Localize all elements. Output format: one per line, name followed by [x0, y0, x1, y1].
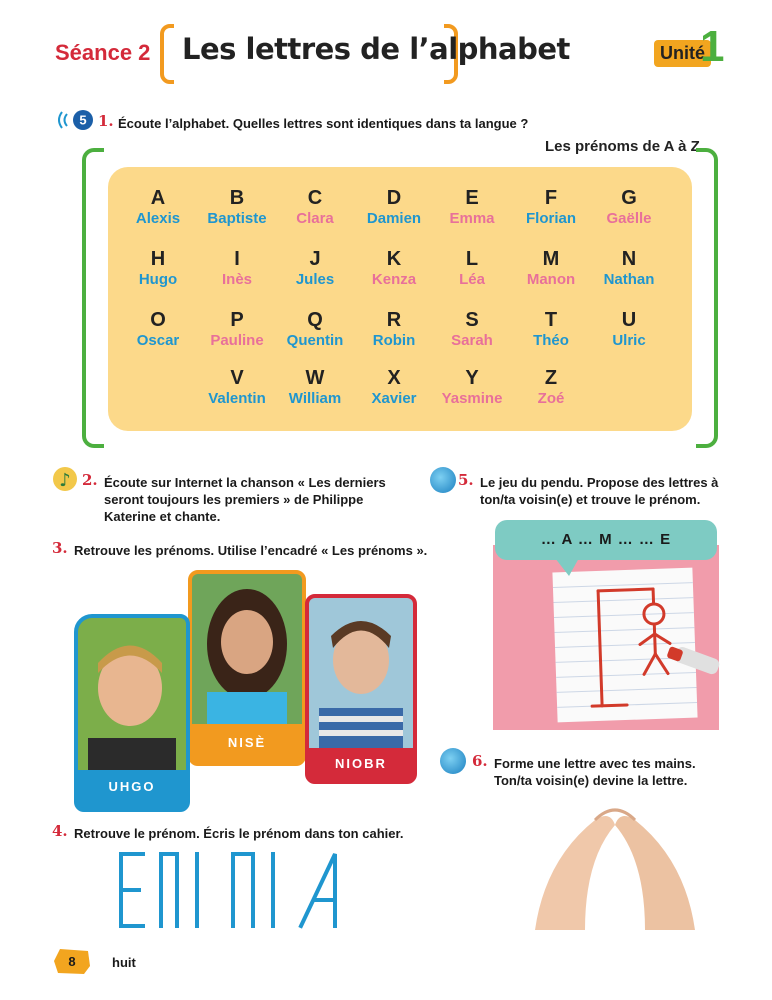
page-number: 8: [68, 954, 76, 969]
alphabet-cell: [113, 248, 203, 290]
alphabet-name: Manon: [526, 271, 576, 288]
exercise-2-instruction: Écoute sur Internet la chanson « Les derniers seront toujours les premiers » de Philippe Katerine et chante.: [104, 475, 386, 524]
alphabet-name: Ulric: [612, 332, 646, 349]
alphabet-name: Hugo: [138, 271, 178, 288]
alphabet-cell: [192, 367, 282, 409]
alphabet-name: Clara: [296, 210, 334, 227]
alphabet-letter: X: [387, 367, 401, 389]
alphabet-cell: [349, 248, 439, 290]
alphabet-letter: J: [309, 248, 321, 270]
prenoms-box-title: Les prénoms de A à Z: [545, 138, 700, 155]
boy-photo-1: [78, 618, 186, 773]
green-bracket-right: [696, 148, 718, 448]
alphabet-name: Inès: [221, 271, 252, 288]
hands-letter-image: [515, 800, 715, 930]
label-uhgo: UHGO: [74, 770, 190, 804]
page-word: huit: [112, 955, 136, 970]
alphabet-letter: P: [230, 309, 244, 331]
label-niobr: NIOBR: [305, 748, 417, 780]
alphabet-cell: [270, 187, 360, 229]
bubble-tail: [555, 558, 579, 576]
alphabet-letter: Q: [307, 309, 323, 331]
alphabet-letter: U: [621, 309, 637, 331]
alphabet-cell: [349, 309, 439, 351]
alphabet-letter: H: [150, 248, 166, 270]
exercise-4-number: 4.: [52, 822, 68, 840]
alphabet-name: Zoé: [537, 390, 565, 407]
alphabet-letter: F: [544, 187, 558, 209]
unite-number: 1: [700, 22, 725, 71]
alphabet-letter: C: [307, 187, 323, 209]
page-title: Les lettres de l’alphabet: [182, 32, 570, 66]
alphabet-letter: N: [621, 248, 637, 270]
exercise-6-instruction: Forme une lettre avec tes mains. Ton/ta voisin(e) devine la lettre.: [494, 756, 696, 788]
boy-photo-2: [309, 598, 413, 748]
seance-label: Séance 2: [55, 40, 151, 65]
alphabet-box: [108, 167, 692, 431]
alphabet-letter: I: [234, 248, 240, 270]
alphabet-cell: [349, 367, 439, 409]
alphabet-cell: [113, 187, 203, 229]
alphabet-cell: [270, 248, 360, 290]
alphabet-name: Robin: [372, 332, 416, 349]
alphabet-name: Léa: [459, 271, 485, 288]
alphabet-cell: [192, 309, 282, 351]
alphabet-name: Florian: [525, 210, 576, 227]
audio-track-number: 5: [79, 112, 87, 128]
label-nise: NISÈ: [188, 728, 306, 758]
alphabet-cell: [270, 309, 360, 351]
alphabet-letter: M: [542, 248, 560, 270]
marker-pen: [660, 640, 720, 680]
alphabet-letter: O: [150, 309, 166, 331]
alphabet-name: Xavier: [371, 390, 417, 407]
alphabet-letter: K: [386, 248, 402, 270]
alphabet-cell: [427, 248, 517, 290]
exercise-1-number: 1.: [98, 112, 114, 130]
exercise-3-instruction: Retrouve les prénoms. Utilise l’encadré « Les prénoms ».: [74, 543, 428, 558]
alphabet-letter: W: [305, 367, 325, 389]
alphabet-cell: [192, 248, 282, 290]
svg-text:♪: ♪: [59, 470, 71, 491]
exercise-2-number: 2.: [82, 471, 98, 489]
alphabet-cell: [584, 187, 674, 229]
alphabet-name: Alexis: [135, 210, 181, 227]
alphabet-cell: [506, 248, 596, 290]
alphabet-cell: [506, 309, 596, 351]
alphabet-cell: [270, 367, 360, 409]
music-icon: [52, 465, 78, 493]
alphabet-letter: R: [386, 309, 402, 331]
alphabet-letter: D: [386, 187, 402, 209]
exercise-3-number: 3.: [52, 539, 68, 557]
coded-name-drawing: [115, 850, 350, 930]
exercise-5-number: 5.: [458, 471, 474, 489]
alphabet-name: Pauline: [210, 332, 264, 349]
alphabet-letter: E: [465, 187, 479, 209]
alphabet-cell: [349, 187, 439, 229]
alphabet-cell: [506, 367, 596, 409]
alphabet-name: Sarah: [451, 332, 493, 349]
exercise-5-instruction: Le jeu du pendu. Propose des lettres à ton/ta voisin(e) et trouve le prénom.: [480, 475, 719, 507]
audio-icon[interactable]: [52, 108, 98, 132]
alphabet-letter: S: [465, 309, 479, 331]
alphabet-cell: [506, 187, 596, 229]
alphabet-name: Emma: [449, 210, 495, 227]
alphabet-name: Quentin: [286, 332, 344, 349]
alphabet-letter: B: [229, 187, 245, 209]
girl-photo: [192, 574, 302, 724]
exercise-6-number: 6.: [472, 752, 488, 770]
alphabet-cell: [584, 309, 674, 351]
alphabet-cell: [427, 309, 517, 351]
alphabet-name: Yasmine: [441, 390, 503, 407]
alphabet-letter: A: [150, 187, 166, 209]
exercise-4-instruction: Retrouve le prénom. Écris le prénom dans ton cahier.: [74, 826, 404, 841]
unite-label: Unité: [654, 40, 711, 67]
alphabet-name: Théo: [533, 332, 569, 349]
alphabet-cell: [584, 248, 674, 290]
alphabet-letter: T: [544, 309, 558, 331]
alphabet-name: Oscar: [136, 332, 180, 349]
alphabet-letter: L: [465, 248, 479, 270]
alphabet-name: Valentin: [208, 390, 266, 407]
alphabet-letter: Z: [544, 367, 558, 389]
alphabet-cell: [113, 309, 203, 351]
alphabet-letter: V: [230, 367, 244, 389]
alphabet-letter: G: [621, 187, 637, 209]
alphabet-letter: Y: [465, 367, 479, 389]
exercise-1-instruction: Écoute l’alphabet. Quelles lettres sont identiques dans ta langue ?: [118, 116, 529, 131]
page-number-badge: [52, 946, 92, 976]
green-bracket-left: [82, 148, 104, 448]
alphabet-name: Nathan: [603, 271, 655, 288]
globe-icon: [440, 748, 466, 774]
alphabet-cell: [427, 187, 517, 229]
alphabet-name: Jules: [295, 271, 335, 288]
alphabet-name: William: [288, 390, 342, 407]
alphabet-name: Damien: [366, 210, 422, 227]
alphabet-name: Kenza: [371, 271, 417, 288]
globe-icon: [430, 467, 456, 493]
hangman-puzzle: … A … M … … E: [495, 520, 717, 560]
alphabet-cell: [192, 187, 282, 229]
alphabet-name: Gaëlle: [606, 210, 652, 227]
alphabet-name: Baptiste: [207, 210, 267, 227]
alphabet-cell: [427, 367, 517, 409]
